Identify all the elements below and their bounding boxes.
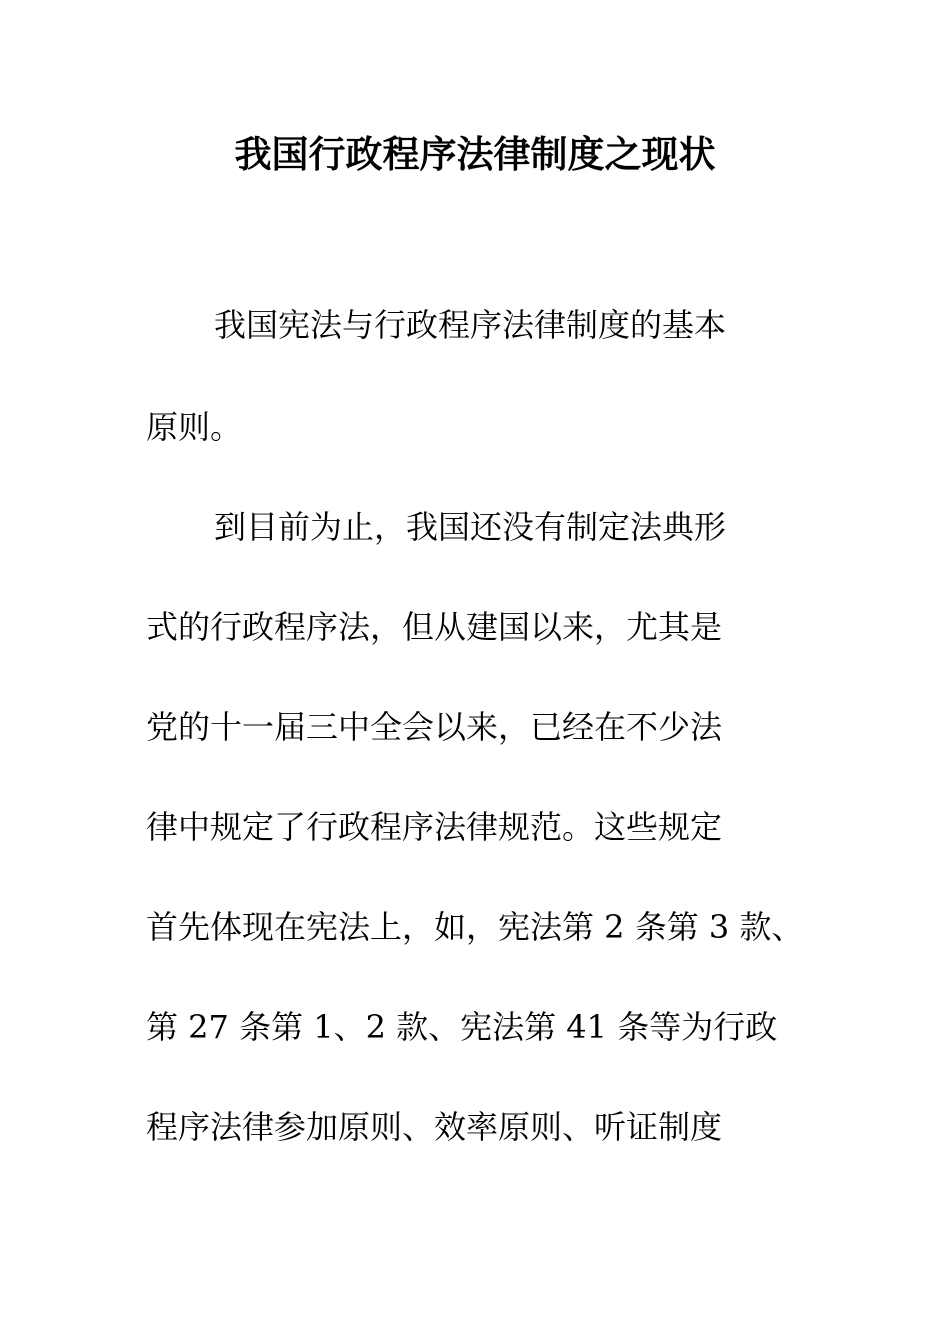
paragraph-2-line-5: 首先体现在宪法上，如，宪法第 2 条第 3 款、 <box>146 908 804 946</box>
document-title: 我国行政程序法律制度之现状 <box>234 132 716 176</box>
paragraph-2-line-6: 第 27 条第 1、2 款、宪法第 41 条等为行政 <box>146 1008 778 1046</box>
paragraph-2-line-3: 党的十一届三中全会以来，已经在不少法 <box>146 708 723 746</box>
paragraph-2-line-2: 式的行政程序法，但从建国以来，尤其是 <box>146 608 723 646</box>
paragraph-1-line-2: 原则。 <box>146 408 243 446</box>
paragraph-2-line-4: 律中规定了行政程序法律规范。这些规定 <box>146 808 723 846</box>
paragraph-1-line-1: 我国宪法与行政程序法律制度的基本 <box>214 306 727 344</box>
paragraph-2-line-7: 程序法律参加原则、效率原则、听证制度 <box>146 1108 723 1146</box>
paragraph-2-line-1: 到目前为止，我国还没有制定法典形 <box>214 508 727 546</box>
